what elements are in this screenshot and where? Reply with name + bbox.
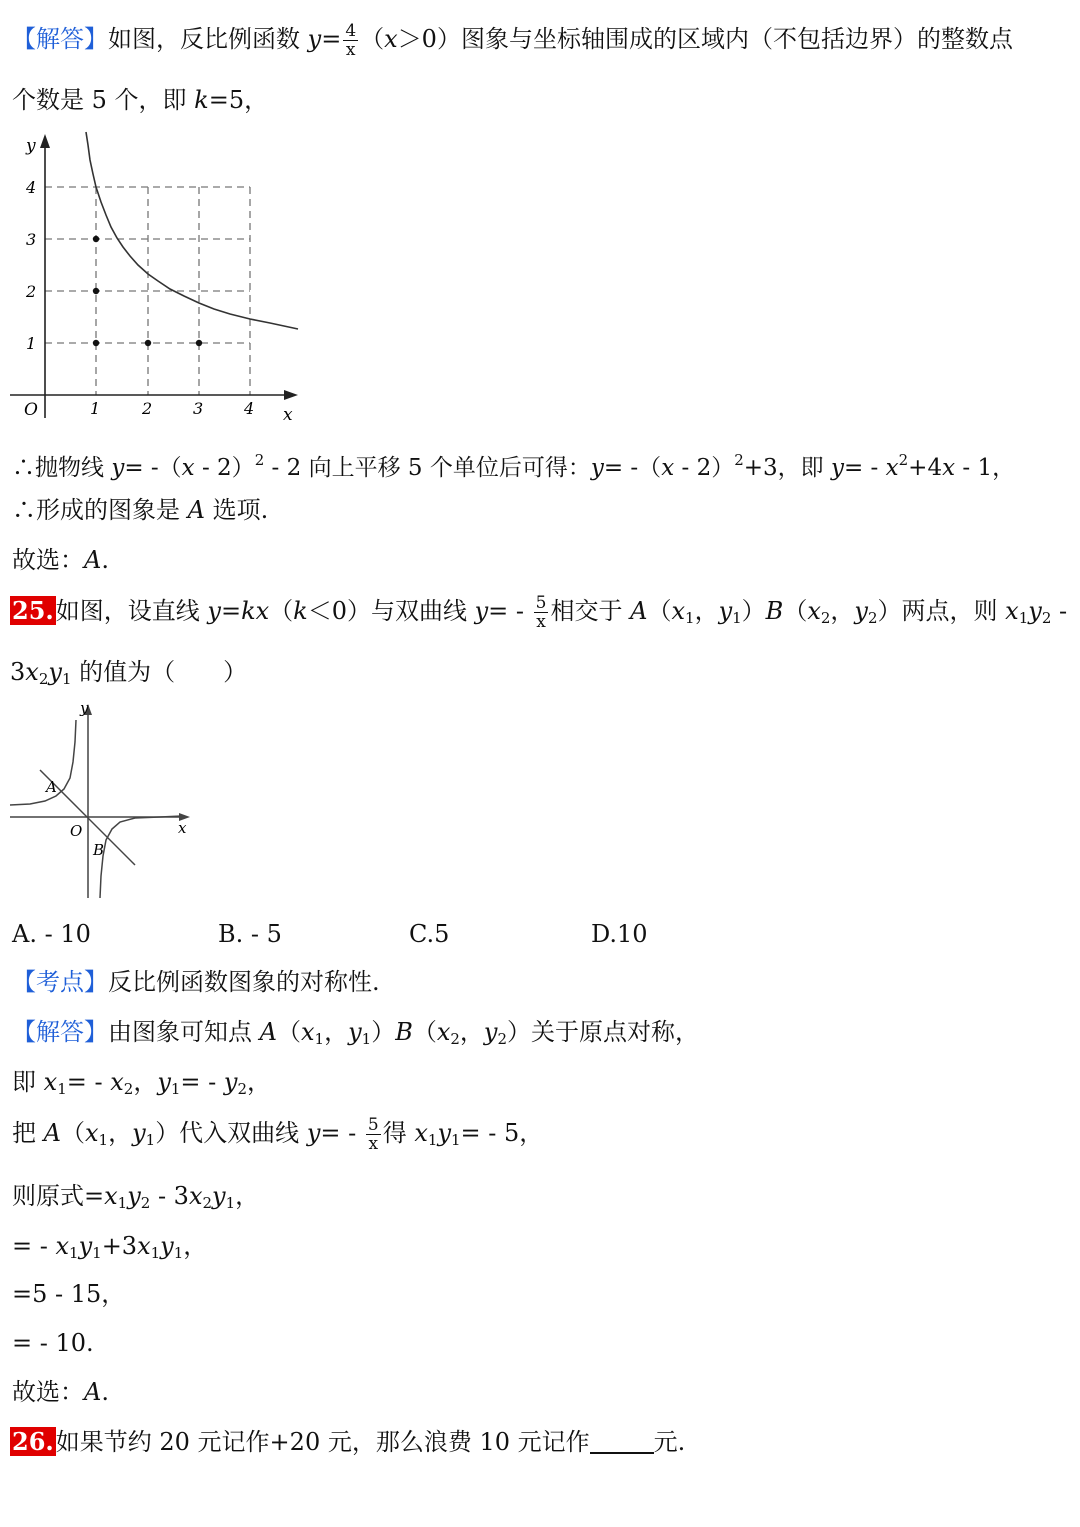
subscript: 1 — [451, 1131, 461, 1149]
var-x: x — [110, 1068, 124, 1096]
text: 3 — [10, 658, 26, 686]
text: ， — [183, 1232, 208, 1260]
var-x: x — [104, 1182, 118, 1210]
text: - 2） — [194, 455, 255, 481]
subscript: 1 — [170, 1080, 181, 1098]
text: 元. — [653, 1428, 686, 1456]
text: +3 — [101, 1232, 138, 1260]
lattice-point — [145, 340, 151, 346]
conclusion-line — [12, 494, 268, 526]
subscript: 1 — [173, 1244, 184, 1262]
var-x: x — [43, 1068, 58, 1096]
text: = -（ — [124, 455, 182, 481]
key-point-line — [12, 966, 380, 998]
answer-line-q25 — [12, 1376, 109, 1408]
text: 由图象可知点 — [108, 1018, 260, 1046]
var-y: y — [307, 25, 322, 53]
var-y: y — [78, 1232, 93, 1260]
var-x: x — [384, 25, 398, 53]
var-y: y — [207, 597, 221, 625]
point-a-label: A — [46, 778, 57, 796]
subscript: 1 — [1018, 609, 1029, 627]
text: - 2） — [674, 455, 735, 481]
text: （ — [360, 25, 385, 53]
text: = — [220, 597, 242, 625]
text: ）关于原点对称， — [507, 1018, 700, 1046]
var-k: k — [194, 86, 209, 114]
subscript: 1 — [732, 609, 742, 627]
x-tick-label: 2 — [142, 399, 153, 418]
lattice-point — [196, 340, 202, 346]
key-point-bracket: 【考点】 — [12, 968, 108, 996]
var-x: x — [661, 455, 675, 481]
x-tick-label: 4 — [244, 399, 255, 418]
text: ） — [371, 1018, 396, 1046]
subscript: 1 — [98, 1131, 109, 1149]
point-a: A — [259, 1018, 277, 1046]
text: - 2 向上平移 5 个单位后可得： — [264, 455, 591, 481]
answer-line — [12, 544, 109, 576]
question-26 — [10, 1426, 685, 1458]
text: = - 5， — [460, 1119, 544, 1147]
var-x: x — [188, 1182, 203, 1210]
hyperbola-branch-lower-right — [100, 816, 182, 898]
text: =5， — [208, 86, 269, 114]
text: 即 — [12, 1068, 44, 1096]
text: 则原式= — [12, 1182, 105, 1210]
var-a: A — [84, 1378, 102, 1406]
option-a: A. - 10 — [12, 920, 91, 948]
x-axis-arrow — [284, 390, 298, 400]
var-y: y — [437, 1119, 451, 1147]
expression-line-3: =5 - 15， — [12, 1280, 126, 1308]
text: . — [101, 1378, 109, 1406]
fraction-5-over-x — [366, 1116, 381, 1153]
subscript: 2 — [867, 609, 878, 627]
text: （ — [276, 1018, 301, 1046]
var-x: x — [885, 455, 899, 481]
x-axis-label: x — [283, 405, 293, 425]
fraction-denominator: x — [536, 612, 546, 632]
var-a: A — [187, 496, 205, 524]
text: （ — [783, 597, 808, 625]
hyperbola-branch-upper-left — [10, 720, 76, 805]
superscript: 2 — [734, 451, 744, 469]
text: = - — [320, 1119, 364, 1147]
origin-label: O — [24, 400, 38, 420]
var-y: y — [160, 1232, 174, 1260]
text: 选项. — [204, 496, 269, 524]
var-x: x — [300, 1018, 315, 1046]
text: ， — [133, 1068, 158, 1096]
text: ）两点，则 — [877, 597, 1006, 625]
subscript: 2 — [497, 1030, 508, 1048]
answer-blank[interactable] — [590, 1428, 654, 1454]
text: 故选： — [12, 546, 84, 574]
text: 个数是 5 个，即 — [12, 86, 195, 114]
text: = - — [66, 1068, 111, 1096]
text: 把 — [12, 1119, 44, 1147]
text: （ — [647, 597, 672, 625]
text: ＜0）与双曲线 — [307, 597, 475, 625]
lattice-point — [93, 236, 99, 242]
solution-bracket: 【解答】 — [12, 25, 108, 53]
text: +4 — [908, 455, 943, 481]
parabola-line — [12, 444, 1015, 484]
expression-line-1 — [12, 1180, 259, 1219]
text: ， — [694, 597, 719, 625]
y-tick-label: 1 — [26, 334, 37, 353]
text: ， — [830, 597, 855, 625]
lattice-point — [93, 340, 99, 346]
var-k: k — [293, 597, 308, 625]
text: 相交于 — [550, 597, 631, 625]
var-y: y — [474, 597, 489, 625]
var-a: A — [84, 546, 102, 574]
inverse-function-graph — [0, 126, 310, 426]
text: ）代入双曲线 — [155, 1119, 307, 1147]
text: 如果节约 20 元记作+20 元，那么浪费 10 元记作 — [55, 1428, 590, 1456]
option-d: D.10 — [591, 920, 648, 948]
question-number-badge: 26. — [12, 1427, 54, 1456]
subscript: 1 — [57, 1080, 67, 1098]
text: - — [1051, 597, 1068, 625]
text: ， — [459, 1018, 484, 1046]
solution-line-1 — [12, 22, 1013, 59]
symmetry-line — [12, 1066, 271, 1105]
text: （ — [269, 597, 294, 625]
y-axis-label: y — [26, 136, 36, 156]
line-hyperbola-graph — [0, 700, 200, 905]
var-y: y — [212, 1182, 226, 1210]
var-x: x — [436, 1018, 451, 1046]
var-y: y — [718, 597, 733, 625]
y-tick-label: 3 — [26, 230, 37, 249]
origin-label: O — [70, 822, 83, 840]
var-x: x — [25, 658, 39, 686]
option-b: B. - 5 — [218, 920, 282, 948]
fraction-numerator: 4 — [345, 21, 357, 41]
y-tick-label: 2 — [26, 282, 37, 301]
fraction-numerator: 5 — [367, 1115, 379, 1135]
y-axis-arrow — [40, 134, 50, 148]
text: 得 — [382, 1119, 415, 1147]
var-x: x — [414, 1119, 428, 1147]
text: ∴抛物线 — [12, 455, 112, 481]
option-c: C.5 — [409, 920, 450, 948]
text: 反比例函数图象的对称性. — [108, 968, 380, 996]
subscript: 1 — [361, 1030, 372, 1048]
subscript: 1 — [225, 1194, 236, 1212]
x-tick-label: 1 — [90, 399, 101, 418]
var-kx: kx — [241, 597, 270, 625]
fraction-denominator: x — [368, 1134, 379, 1154]
var-y: y — [157, 1068, 171, 1096]
point-b-label: B — [93, 841, 105, 859]
lattice-point — [93, 288, 99, 294]
y-axis-label: y — [80, 700, 89, 717]
fraction-5-over-x — [534, 594, 549, 631]
subscript: 1 — [117, 1194, 128, 1212]
subscript: 2 — [237, 1080, 248, 1098]
var-x: x — [807, 597, 821, 625]
var-x: x — [671, 597, 686, 625]
text: ） — [741, 597, 766, 625]
solution-bracket: 【解答】 — [12, 1018, 108, 1046]
superscript: 2 — [898, 451, 909, 469]
var-x: x — [942, 455, 956, 481]
text: （ — [412, 1018, 437, 1046]
var-x: x — [55, 1232, 70, 1260]
text: 的值为（ ） — [71, 658, 248, 686]
text: - 1， — [955, 455, 1016, 481]
x-tick-label: 3 — [193, 399, 204, 418]
question-25 — [10, 594, 1067, 634]
text: ∴形成的图象是 — [12, 496, 188, 524]
subscript: 1 — [69, 1244, 79, 1262]
var-y: y — [854, 597, 868, 625]
text: - 3 — [150, 1182, 189, 1210]
var-x: x — [181, 455, 195, 481]
var-y: y — [830, 455, 844, 481]
var-y: y — [348, 1018, 362, 1046]
subscript: 1 — [92, 1244, 102, 1262]
question-number-badge: 25. — [12, 596, 54, 625]
subscript: 1 — [61, 670, 72, 688]
var-y: y — [132, 1119, 146, 1147]
var-y: y — [127, 1182, 141, 1210]
var-y: y — [483, 1018, 498, 1046]
hyperbola-curve — [86, 132, 298, 329]
expression-line-4: = - 10. — [12, 1329, 94, 1357]
subscript: 1 — [150, 1244, 161, 1262]
subscript: 1 — [314, 1030, 325, 1048]
solution-q25-line — [12, 1016, 699, 1055]
x-axis-label: x — [178, 819, 187, 837]
text: = - — [12, 1232, 56, 1260]
var-y: y — [306, 1119, 321, 1147]
subscript: 2 — [140, 1194, 151, 1212]
subscript: 1 — [427, 1131, 438, 1149]
text: ， — [324, 1018, 349, 1046]
point-b: B — [765, 597, 784, 625]
expression-line-2 — [12, 1230, 207, 1269]
text: 如图，反比例函数 — [108, 25, 308, 53]
solution-line-2 — [12, 84, 268, 116]
point-b: B — [395, 1018, 413, 1046]
fraction-numerator: 5 — [535, 593, 547, 613]
subscript: 2 — [38, 670, 49, 688]
point-a: A — [43, 1119, 61, 1147]
var-y: y — [111, 455, 125, 481]
superscript: 2 — [254, 451, 265, 469]
y-tick-label: 4 — [26, 178, 37, 197]
fraction-denominator: x — [345, 40, 356, 60]
text: = -（ — [603, 455, 662, 481]
text: = — [321, 25, 342, 53]
var-x: x — [1005, 597, 1019, 625]
var-y: y — [48, 658, 62, 686]
var-x: x — [84, 1119, 99, 1147]
subscript: 2 — [123, 1080, 134, 1098]
text: = - — [843, 455, 886, 481]
question-25-cont — [10, 656, 247, 695]
text: （ — [60, 1119, 85, 1147]
text: +3，即 — [743, 455, 831, 481]
point-a: A — [630, 597, 648, 625]
text: 故选： — [12, 1378, 84, 1406]
var-y: y — [1028, 597, 1042, 625]
text: . — [101, 546, 109, 574]
subscript: 1 — [145, 1131, 156, 1149]
text: = - — [180, 1068, 224, 1096]
text: ， — [108, 1119, 133, 1147]
var-y: y — [223, 1068, 238, 1096]
text: ＞0）图象与坐标轴围成的区域内（不包括边界）的整数点 — [397, 25, 1013, 53]
subscript: 2 — [820, 609, 831, 627]
text: = - — [488, 597, 532, 625]
text: ， — [235, 1182, 260, 1210]
var-y: y — [590, 455, 604, 481]
subscript: 1 — [685, 609, 695, 627]
subscript: 2 — [202, 1194, 213, 1212]
substitute-line — [12, 1116, 543, 1156]
text: ， — [247, 1068, 272, 1096]
var-x: x — [137, 1232, 151, 1260]
subscript: 2 — [450, 1030, 460, 1048]
text: 如图，设直线 — [55, 597, 208, 625]
subscript: 2 — [1041, 609, 1052, 627]
fraction-4-over-x — [343, 22, 358, 59]
